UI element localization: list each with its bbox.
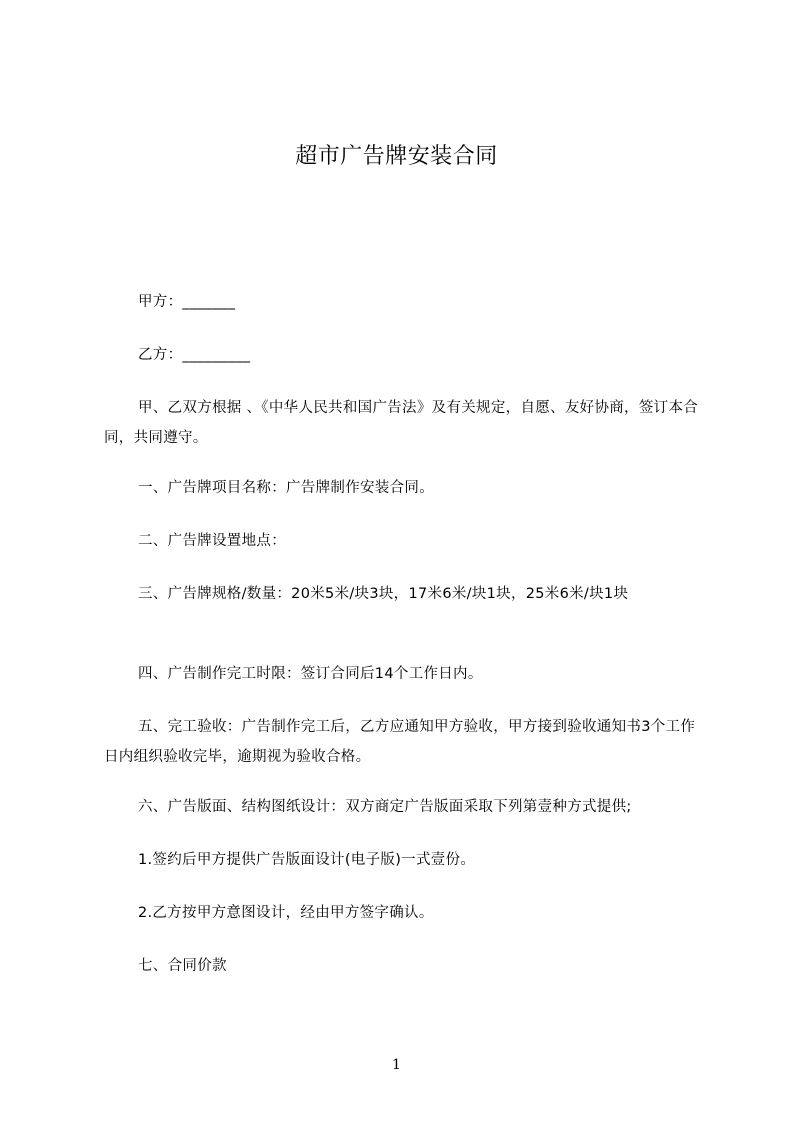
clause-6: 六、广告版面、结构图纸设计：双方商定广告版面采取下列第壹种方式提供; [138,799,632,815]
party-a-line: 甲方：_______ [138,294,236,310]
party-b-line: 乙方：_________ [138,347,251,363]
clause-6-option-1: 1.签约后甲方提供广告版面设计(电子版)一式壹份。 [138,852,476,868]
page-number: 1 [392,1057,401,1073]
clause-6-option-2: 2.乙方按甲方意图设计，经由甲方签字确认。 [138,905,434,921]
document-title: 超市广告牌安装合同 [295,144,498,169]
clause-1: 一、广告牌项目名称：广告牌制作安装合同。 [138,480,434,496]
clause-5: 五、完工验收：广告制作完工后，乙方应通知甲方验收，甲方接到验收通知书3个工作日内组织验收完毕，逾期视为验收合格。 [104,719,696,765]
clause-7: 七、合同价款 [138,958,227,974]
clause-2: 二、广告牌设置地点： [138,533,286,549]
preamble-paragraph: 甲、乙双方根据 、《中华人民共和国广告法》及有关规定，自愿、友好协商，签订本合同，共同遵守。 [104,400,699,446]
clause-4: 四、广告制作完工时限：签订合同后14个工作日内。 [138,666,483,682]
clause-3: 三、广告牌规格/数量：20米5米/块3块，17米6米/块1块，25米6米/块1块 [138,586,629,602]
